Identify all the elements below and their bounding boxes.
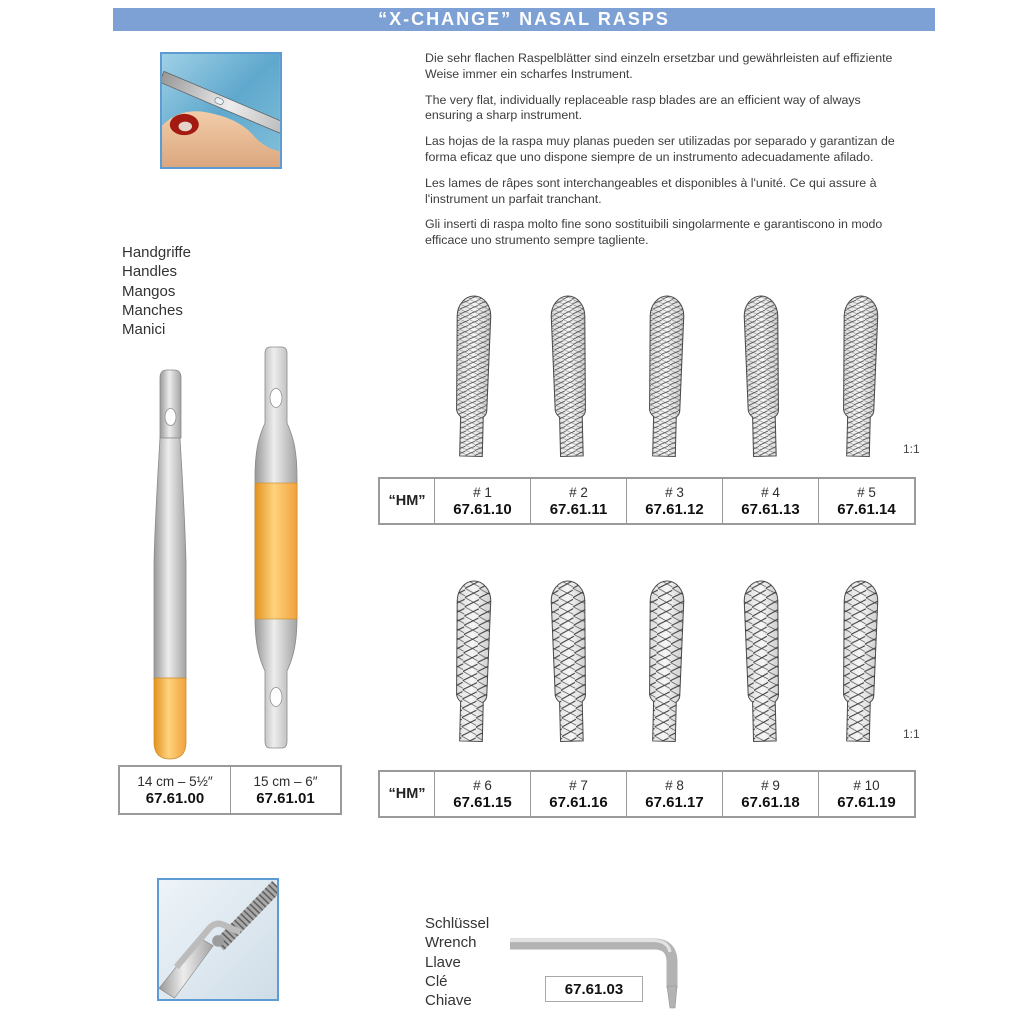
- catalog-number: 67.61.00: [145, 789, 205, 807]
- wrench-label-stack: [425, 914, 489, 1010]
- rasp-table-2: [378, 770, 916, 818]
- catalog-number: 67.61.18: [741, 793, 800, 811]
- handle-size: 15 cm – 6″: [253, 773, 318, 789]
- handles-label-fr: Manches: [122, 301, 183, 319]
- wrench-label-en: Wrench: [425, 934, 477, 952]
- rasp-number: # 6: [473, 777, 492, 793]
- handles-table: [118, 765, 342, 815]
- rasp-blade-6-illustration: [424, 566, 521, 757]
- wrench-label-fr: Clé: [425, 972, 448, 990]
- rasp-cell: [818, 772, 914, 816]
- rasp-number: # 1: [473, 484, 492, 500]
- handles-label-en: Handles: [122, 263, 178, 281]
- handle-15cm-illustration: [249, 345, 299, 750]
- description-fr: Les lames de râpes sont interchangeables et disponibles à l'unité. Ce qui assure à l'instrument un parfait tranchant.: [425, 175, 877, 206]
- rasp-cell: [434, 772, 530, 816]
- rasp-cell: [626, 479, 722, 523]
- handles-label-de: Handgriffe: [122, 244, 191, 261]
- scale-label: 1:1: [903, 442, 920, 456]
- wrench-label-it: Chiave: [425, 992, 472, 1010]
- rasp-cell: [530, 479, 626, 523]
- rasp-blade-1-illustration: [424, 280, 521, 472]
- handles-label-it: Manici: [122, 321, 166, 339]
- catalog-number: 67.61.19: [837, 793, 896, 811]
- surgery-photo-illustration: [162, 54, 280, 167]
- handles-label-stack: [122, 243, 191, 339]
- description-de: Die sehr flachen Raspelblätter sind einzeln ersetzbar und gewährleisten auf effiziente Weise immer ein scharfes Instrument.: [425, 51, 893, 81]
- rasp-cell: [434, 479, 530, 523]
- scale-label: 1:1: [903, 727, 920, 741]
- wrench-label-es: Llave: [425, 953, 461, 971]
- page-title: “X-CHANGE” NASAL RASPS: [378, 9, 670, 29]
- rasp-table-1: [378, 477, 916, 525]
- handles-table-cell: [120, 767, 230, 813]
- rasp-blade-10-illustration: [811, 566, 908, 757]
- rasp-cell: [818, 479, 914, 523]
- rasp-number: # 8: [665, 777, 684, 793]
- description-it: Gli inserti di raspa molto fine sono sostituibili singolarmente e garantiscono in modo efficace uno strumento sempre tagliente.: [425, 217, 883, 248]
- material-cell: [380, 772, 434, 816]
- catalog-number: 67.61.01: [256, 789, 315, 807]
- rasp-blade-5-illustration: [811, 280, 908, 472]
- handle-14cm-illustration: [143, 368, 193, 760]
- material-label: “HM”: [388, 786, 426, 802]
- catalog-number: 67.61.15: [453, 793, 512, 811]
- rasp-blade-9-illustration: [714, 566, 811, 757]
- rasp-cell: [530, 772, 626, 816]
- handle-size: 14 cm – 5½″: [137, 773, 213, 789]
- rasp-number: # 7: [569, 777, 588, 793]
- rasp-blade-2-illustration: [521, 280, 618, 472]
- catalog-number: 67.61.17: [645, 793, 704, 811]
- description-block: [425, 51, 903, 259]
- material-cell: [380, 479, 434, 523]
- wrench-photo: [157, 878, 279, 1001]
- handles-table-cell: [230, 767, 340, 813]
- rasp-blade-row-1: [370, 280, 908, 472]
- catalog-number: 67.61.14: [837, 500, 896, 518]
- catalog-number: 67.61.03: [564, 980, 624, 998]
- page-header: [113, 8, 935, 31]
- catalog-number: 67.61.11: [549, 500, 608, 518]
- wrench-label-de: Schlüssel: [425, 915, 490, 932]
- rasp-cell: [626, 772, 722, 816]
- description-es: Las hojas de la raspa muy planas pueden ser utilizadas por separado y garantizan de forma eficaz que uno dispone siempre de un instrumento adecuadamente afilado.: [425, 134, 895, 164]
- rasp-blade-7-illustration: [521, 566, 618, 757]
- catalog-number: 67.61.13: [741, 500, 800, 518]
- material-label: “HM”: [388, 493, 426, 509]
- rasp-blade-row-2: [370, 566, 908, 756]
- description-en: The very flat, individually replaceable rasp blades are an efficient way of always ensuring a sharp instrument.: [425, 92, 861, 123]
- rasp-blade-8-illustration: [618, 566, 715, 757]
- catalog-number: 67.61.10: [453, 500, 512, 518]
- rasp-cell: [722, 479, 818, 523]
- wrench-photo-illustration: [159, 880, 277, 999]
- rasp-cell: [722, 772, 818, 816]
- rasp-number: # 3: [665, 484, 684, 500]
- rasp-number: # 10: [853, 777, 880, 793]
- rasp-number: # 9: [761, 777, 780, 793]
- rasp-number: # 5: [857, 484, 876, 500]
- catalog-number: 67.61.12: [645, 500, 704, 518]
- surgery-photo: [160, 52, 282, 169]
- rasp-blade-4-illustration: [714, 280, 811, 472]
- rasp-number: # 2: [569, 484, 588, 500]
- catalog-number: 67.61.16: [549, 793, 608, 811]
- handles-label-es: Mangos: [122, 282, 176, 300]
- rasp-number: # 4: [761, 484, 780, 500]
- rasp-blade-3-illustration: [618, 280, 715, 472]
- wrench-code-box: [545, 976, 643, 1002]
